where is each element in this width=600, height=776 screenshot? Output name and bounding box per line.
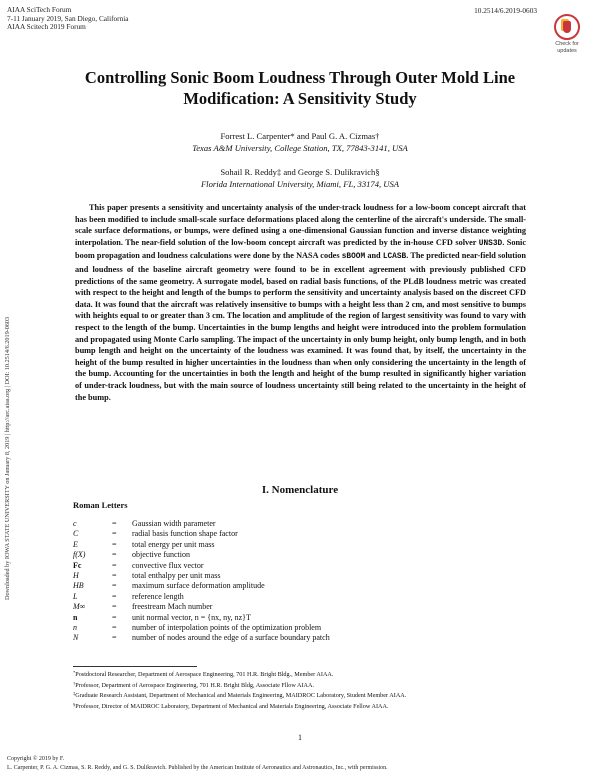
crossmark-icon bbox=[554, 14, 580, 40]
nomenclature-definition: maximum surface deformation amplitude bbox=[132, 581, 265, 591]
badge-line: updates bbox=[557, 47, 577, 54]
paper-title bbox=[50, 67, 550, 109]
nomenclature-row bbox=[73, 623, 543, 633]
badge-line: Check for bbox=[555, 41, 579, 47]
nomenclature-row bbox=[73, 581, 543, 591]
nomenclature-symbol: E bbox=[73, 539, 78, 549]
check-for-updates-badge[interactable] bbox=[548, 12, 586, 58]
nomenclature-row bbox=[73, 519, 543, 529]
nomenclature-row bbox=[73, 540, 543, 550]
title-line: Modification: A Sensitivity Study bbox=[183, 89, 417, 108]
footnote-mark: † bbox=[73, 680, 76, 686]
footnote-text: Graduate Research Assistant, Department of Mechanical and Materials Engineering, MAIDROC Laboratory, Student Member AIAA. bbox=[75, 692, 407, 700]
nomenclature-equals: = bbox=[112, 591, 117, 601]
footnotes bbox=[73, 669, 543, 711]
nomenclature-symbol: C bbox=[73, 529, 79, 539]
abstract-text: This paper presents a sensitivity and uncertainty analysis of the under-track loudness for a low-boom concept aircraft that has been modified to include small-scale surface deformations placed along the centerline of the aircraft's underside. The small-scale surface deformations, or bumps, were defined using a one-dimensional Gaussian function and inverse distance weighting interpolation. The near-field solution of the low-boom concept aircraft was predicted by the in-house CFD solver bbox=[75, 203, 526, 247]
footnote-text: Professor, Director of MAIDROC Laboratory, Department of Mechanical and Materials Engineering, Associate Fellow AIAA. bbox=[75, 702, 389, 710]
nomenclature-definition: number of interpolation points of the optimization problem bbox=[132, 622, 322, 632]
author-names: Sohail R. Reddy‡ and George S. Dulikravich§ bbox=[220, 167, 380, 177]
nomenclature-row bbox=[73, 592, 543, 602]
nomenclature-equals: = bbox=[112, 570, 117, 580]
copyright-line: L. Carpenter, P. G. A. Cizmas, S. R. Reddy, and G. S. Dulikravich. Published by the American Institute of Aeronautics and Astronautics, Inc., with permission. bbox=[7, 764, 388, 771]
nomenclature-equals: = bbox=[112, 529, 117, 539]
footnote bbox=[73, 690, 543, 701]
download-note: Downloaded by IOWA STATE UNIVERSITY on January 8, 2019 | http://arc.aiaa.org | DOI: 10.2514/6.2019-0603 bbox=[4, 316, 11, 600]
footnote-text: Postdoctoral Researcher, Department of Aerospace Engineering, 701 H.R. Bright Bldg., Member AIAA. bbox=[75, 671, 334, 678]
nomenclature-symbol: M∞ bbox=[73, 602, 86, 612]
footnote-mark: § bbox=[73, 701, 76, 707]
nomenclature-definition: objective function bbox=[132, 550, 190, 560]
nomenclature-equals: = bbox=[112, 581, 117, 591]
nomenclature-symbol: L bbox=[73, 591, 78, 601]
nomenclature-definition: Gaussian width parameter bbox=[132, 519, 216, 528]
title-line: Controlling Sonic Boom Loudness Through Outer Mold Line bbox=[84, 68, 516, 87]
nomenclature-definition: radial basis function shape factor bbox=[132, 529, 238, 539]
author-block-2 bbox=[50, 167, 550, 190]
footnote-text: Professor, Department of Aerospace Engineering, 701 H.R. Bright Bldg, Associate Fllow AIAA. bbox=[75, 681, 315, 689]
nomenclature-definition: unit normal vector, n = {nx, ny, nz}T bbox=[132, 612, 251, 622]
nomenclature-symbol: n bbox=[73, 622, 77, 632]
footnote bbox=[73, 669, 543, 680]
nomenclature-definition: convective flux vector bbox=[132, 560, 204, 570]
nomenclature-symbol: H bbox=[73, 570, 79, 580]
nomenclature-equals: = bbox=[112, 550, 117, 560]
nomenclature-row bbox=[73, 602, 543, 612]
nomenclature-equals: = bbox=[112, 602, 117, 612]
copyright-notice bbox=[7, 755, 388, 772]
page-number: 1 bbox=[298, 733, 302, 742]
abstract-text: . The predicted near-field solution and loudness of the baseline aircraft geometry were found to be in excellent agreement with previously published CFD predictions of the same geometry. A surrogate model, based on radial basis functions, of the PLdB loudness metric was created with respect to the height and length of the bumps to perform the sensitivity and uncertainty analysis based on the discreet CFD data. It was found that the aircraft was relatively insensitive to bumps with a height less than 2 cm, and most sensitive to bumps with heights equal to or greater than 3 cm. The location and amplitude of the region of largest sensitivity was found to vary with respect to the length of the bump. Uncertainties in the bump lengths and height were introduced into the problem formulation and propagated using Monte Carlo sampling. The impact of the uncertainty in only bump height, only bump length, and in both bump length and height on the uncertainty of the loudness was examined. It was found that, by itself, the uncertainty in the height of the bump resulted in higher uncertainties in the loudness than when only considering the uncertainty in the length of the bump. Accounting for the uncertainties in both the length and height of the bump resulted in significantly higher variation of under-track loudness, but with the main source of loudness uncertainty still being related to the uncertainty in the height of the bump. bbox=[75, 251, 526, 402]
nomenclature-list bbox=[73, 519, 543, 644]
abstract bbox=[75, 202, 526, 403]
footnote bbox=[73, 701, 543, 712]
footnote-mark: * bbox=[73, 670, 76, 675]
abstract-text: . Sonic boom propagation and loudness calculations were done by the NASA codes bbox=[75, 237, 526, 261]
nomenclature-symbol: f(X) bbox=[73, 550, 86, 560]
conference-line: AIAA SciTech Forum bbox=[7, 5, 72, 14]
nomenclature-symbol: c bbox=[73, 519, 77, 528]
nomenclature-equals: = bbox=[112, 539, 117, 549]
nomenclature-row bbox=[73, 529, 543, 539]
author-names: Forrest L. Carpenter* and Paul G. A. Cizmas† bbox=[220, 131, 380, 141]
nomenclature-equals: = bbox=[112, 560, 117, 570]
abstract-text: and bbox=[365, 251, 383, 261]
author-affiliation: Texas A&M University, College Station, TX, 77843-3141, USA bbox=[192, 142, 408, 153]
badge-text bbox=[548, 41, 586, 54]
copyright-line: Copyright © 2019 by F. bbox=[7, 756, 65, 762]
nomenclature-definition: total enthalpy per unit mass bbox=[132, 570, 221, 580]
nomenclature-row bbox=[73, 571, 543, 581]
footnote-divider bbox=[73, 666, 197, 667]
nomenclature-symbol: Fc bbox=[73, 560, 82, 570]
author-block-1 bbox=[50, 131, 550, 154]
nomenclature-row bbox=[73, 613, 543, 623]
footnote-mark: ‡ bbox=[73, 691, 76, 697]
footnote bbox=[73, 680, 543, 691]
nomenclature-symbol: n bbox=[73, 612, 78, 622]
subsection-heading: Roman Letters bbox=[73, 500, 128, 510]
nomenclature-symbol: N bbox=[73, 633, 79, 643]
conference-line: 7-11 January 2019, San Diego, California bbox=[7, 13, 129, 23]
nomenclature-definition: total energy per unit mass bbox=[132, 539, 215, 549]
nomenclature-equals: = bbox=[112, 622, 117, 632]
nomenclature-equals: = bbox=[112, 519, 117, 528]
code-name: UNS3D bbox=[478, 239, 503, 248]
code-name: sBOOM bbox=[341, 253, 366, 262]
code-name: LCASB bbox=[382, 253, 407, 262]
nomenclature-row bbox=[73, 633, 543, 643]
nomenclature-definition: reference length bbox=[132, 591, 184, 601]
nomenclature-row bbox=[73, 550, 543, 560]
nomenclature-row bbox=[73, 561, 543, 571]
conference-header bbox=[7, 6, 129, 32]
nomenclature-equals: = bbox=[112, 633, 117, 643]
nomenclature-definition: freestream Mach number bbox=[132, 602, 213, 612]
nomenclature-symbol: HB bbox=[73, 581, 84, 591]
section-heading: I. Nomenclature bbox=[261, 484, 339, 496]
doi-link[interactable]: 10.2514/6.2019-0603 bbox=[474, 6, 537, 15]
author-affiliation: Florida International University, Miami, FL, 33174, USA bbox=[200, 178, 400, 189]
nomenclature-definition: number of nodes around the edge of a surface boundary patch bbox=[132, 633, 330, 643]
conference-line: AIAA Scitech 2019 Forum bbox=[7, 22, 86, 31]
nomenclature-equals: = bbox=[112, 612, 117, 622]
